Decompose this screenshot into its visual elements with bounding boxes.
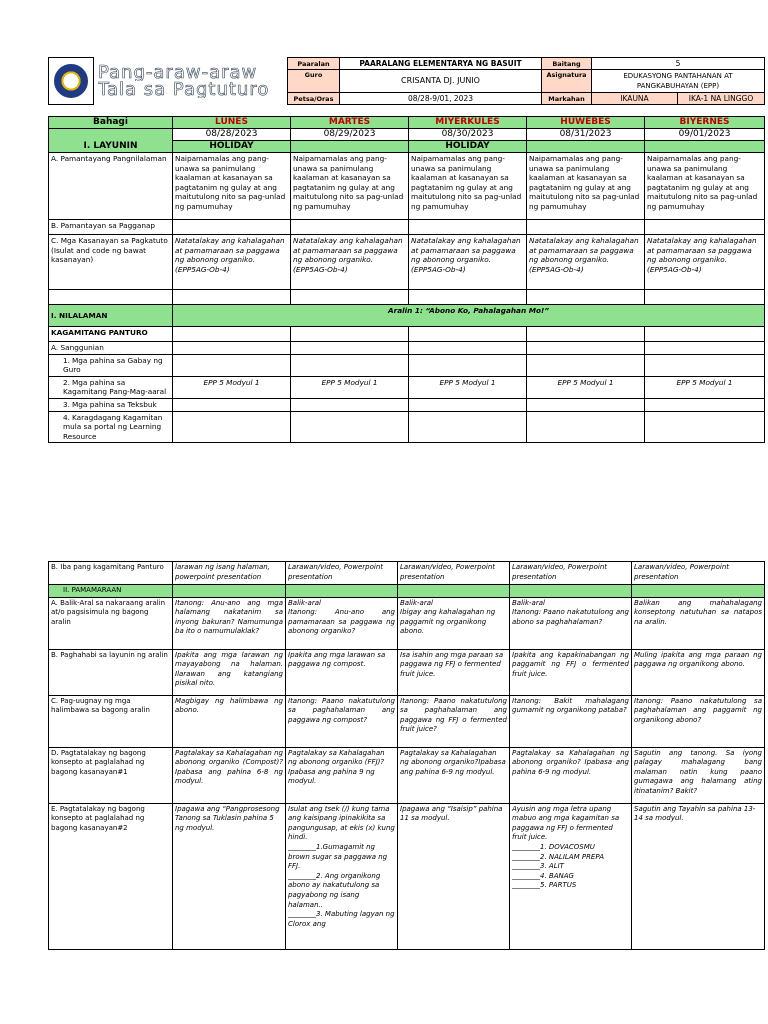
cell-text: Itanong: Anu-ano ang mga halamang nakatanim sa inyong bakuran? Namumunga ba ito o namumulaklak?: [173, 597, 286, 649]
table-row: [49, 747, 765, 803]
empty-cell: [409, 290, 527, 305]
empty-cell: [291, 141, 409, 153]
cell-text: Pagtalakay sa Kahalagahan ng abonong organiko (Compost)? Ipabasa ang pahina 6-8 ng modyul.: [173, 747, 286, 803]
day-name: MARTES: [291, 117, 409, 129]
pamamaraan-row: [49, 585, 765, 598]
header-table-wrap: [48, 57, 764, 107]
cell-text: Muling ipakita ang mga paraan ng paggawa ng organikong abono.: [632, 649, 765, 695]
empty-cell: [173, 290, 291, 305]
empty-cell: [173, 585, 286, 598]
empty-cell: [645, 141, 765, 153]
empty-cell: [527, 141, 645, 153]
day-name: MIYERKULES: [409, 117, 527, 129]
empty-cell: [173, 411, 291, 443]
row-label: B. Iba pang kagamitang Panturo: [49, 562, 173, 585]
table-row: [49, 411, 765, 443]
row-label: A. Sanggunian: [49, 342, 173, 355]
row-label: 4. Karagdagang Kagamitan mula sa portal ng Learning Resource: [49, 411, 173, 443]
cell-text: EPP 5 Modyul 1: [645, 376, 765, 398]
kagamitan-label: KAGAMITANG PANTURO: [49, 327, 173, 342]
day-name: LUNES: [173, 117, 291, 129]
day-name: BIYERNES: [645, 117, 765, 129]
cell-text: Ipakita ang mga larawan sa paggawa ng compost.: [286, 649, 398, 695]
empty-cell: [291, 354, 409, 376]
day-date: 08/30/2023: [409, 129, 527, 141]
empty-cell: [645, 342, 765, 355]
empty-cell: [286, 585, 398, 598]
cell-text: Naipamamalas ang pang-unawa sa panimulang kaalaman at kasanayan sa pagtatanim ng gulay at ang maitutulong nito sa pag-unlad ng pamumuhay: [409, 153, 527, 220]
row-label: 3. Mga pahina sa Teksbuk: [49, 398, 173, 411]
day-name: HUWEBES: [527, 117, 645, 129]
row-label-text: Mga pahina sa Teksbuk: [72, 399, 157, 409]
empty-cell: [645, 290, 765, 305]
cell-text: Sagutin ang Tayahin sa pahina 13-14 sa modyul.: [632, 803, 765, 949]
day-date: 08/31/2023: [527, 129, 645, 141]
empty-cell: [645, 220, 765, 235]
empty-cell: [527, 411, 645, 443]
cell-text: larawan ng isang halaman, powerpoint presentation: [173, 562, 286, 585]
holiday-label: HOLIDAY: [409, 141, 527, 153]
cell-text: Isa isahin ang mga paraan sa paggawa ng FFJ o fermented fruit juice.: [398, 649, 510, 695]
row-label-text: Mga pahina sa Kagamitang Pang-Mag-aaral: [63, 377, 167, 397]
row-label: D. Pagtatalakay ng bagong konsepto at paglalahad ng bagong kasanayan#1: [49, 747, 173, 803]
guro-value: CRISANTA DJ. JUNIO: [340, 70, 542, 93]
petsa-label: Petsa/Oras: [288, 93, 340, 105]
cell-text: EPP 5 Modyul 1: [527, 376, 645, 398]
empty-cell: [409, 354, 527, 376]
day-date: 08/28/2023: [173, 129, 291, 141]
empty-cell: [527, 398, 645, 411]
cell-text: Balik-aral Itanong: Paano nakatutulong ang abono sa paghahalaman?: [510, 597, 632, 649]
deped-seal: [49, 58, 94, 105]
title-line-2: Tala sa Pagtuturo: [98, 81, 270, 98]
day-header-row: [49, 117, 765, 129]
day-date: 09/01/2023: [645, 129, 765, 141]
cell-text: EPP 5 Modyul 1: [291, 376, 409, 398]
cell-text: Natatalakay ang kahalagahan at pamamaraan sa paggawa ng abonong organiko. (EPP5AG-Ob-4): [291, 235, 409, 290]
empty-cell: [645, 398, 765, 411]
empty-cell: [173, 327, 291, 342]
petsa-value: 08/28-9/01, 2023: [340, 93, 542, 105]
empty-cell: [409, 411, 527, 443]
row-label: C. Mga Kasanayan sa Pagkatuto (Isulat and code ng bawat kasanayan): [49, 235, 173, 290]
table-row: [49, 562, 765, 585]
cell-text: Naipamamalas ang pang-unawa sa panimulang kaalaman at kasanayan sa pagtatanim ng gulay at ang maitutulong nito sa pag-unlad ng pamumuhay: [527, 153, 645, 220]
cell-text: Itanong: Bakit mahalagang gumamit ng organikong pataba?: [510, 695, 632, 747]
lesson-table-2: [48, 561, 765, 950]
paaralan-value: PAARALANG ELEMENTARYA NG BASUIT: [340, 58, 542, 70]
table-row: [49, 695, 765, 747]
empty-cell: [409, 220, 527, 235]
nilalaman-label: I. NILALAMAN: [49, 305, 173, 327]
cell-text: Larawan/video, Powerpoint presentation: [398, 562, 510, 585]
row-label: B. Pamantayan sa Pagganap: [49, 220, 173, 235]
empty-cell: [632, 585, 765, 598]
baitang-label: Baitang: [542, 58, 592, 70]
date-row: [49, 129, 765, 141]
cell-text: Pagtalakay sa Kahalagahan ng abonong organiko? Ipabasa ang pahina 6-9 ng modyul.: [510, 747, 632, 803]
empty-cell: [398, 585, 510, 598]
header-table: [48, 57, 765, 105]
cell-text: Itanong: Paano nakatutulong sa paghahalaman ang paggawa ng FFJ o fermented fruit juice?: [398, 695, 510, 747]
pamamaraan-label: II. PAMAMARAAN: [49, 585, 173, 598]
empty-cell: [173, 220, 291, 235]
cell-text: Larawan/video, Powerpoint presentation: [286, 562, 398, 585]
empty-cell: [291, 411, 409, 443]
aralin-title: Aralin 1: “Abono Ko, Pahalagahan Mo!”: [173, 305, 765, 327]
empty-cell: [173, 342, 291, 355]
cell-text: Naipamamalas ang pang-unawa sa panimulang kaalaman at kasanayan sa pagtatanim ng gulay at ang maitutulong nito sa pag-unlad ng pamumuhay: [173, 153, 291, 220]
table-row: [49, 354, 765, 376]
table-row: [49, 235, 765, 290]
empty-cell: [291, 220, 409, 235]
cell-text: Larawan/video, Powerpoint presentation: [632, 562, 765, 585]
cell-text: Ipagawa ang “Pangprosesong Tanong sa Tuklasin pahina 5 ng modyul.: [173, 803, 286, 949]
guro-label: Guro: [288, 70, 340, 93]
table-row: [49, 342, 765, 355]
paaralan-label: Paaralan: [288, 58, 340, 70]
table-part-1-wrap: [48, 116, 764, 443]
empty-cell: [645, 354, 765, 376]
empty-cell: [173, 398, 291, 411]
cell-text: Natatalakay ang kahalagahan at pamamaraan sa paggawa ng abonong organiko. (EPP5AG-Ob-4): [527, 235, 645, 290]
row-label: C. Pag-uugnay ng mga halimbawa sa bagong aralin: [49, 695, 173, 747]
table-row: [49, 153, 765, 220]
cell-text: Natatalakay ang kahalagahan at pamamaraan sa paggawa ng abonong organiko. (EPP5AG-Ob-4): [409, 235, 527, 290]
cell-text: Ipakita ang kapakinabangan ng paggamit ng FFJ o fermented fruit juice.: [510, 649, 632, 695]
row-label: A. Pamantayang Pangnilalaman: [49, 153, 173, 220]
empty-cell: [645, 411, 765, 443]
row-label-text: Karagdagang Kagamitan mula sa portal ng Learning Resource: [63, 412, 163, 441]
title-cell: [94, 58, 288, 105]
table-row: [49, 290, 765, 305]
cell-text: Naipamamalas ang pang-unawa sa panimulang kaalaman at kasanayan sa pagtatanim ng gulay at ang maitutulong nito sa pag-unlad ng pamumuhay: [645, 153, 765, 220]
row-label: 1. Mga pahina sa Gabay ng Guro: [49, 354, 173, 376]
empty-cell: [291, 327, 409, 342]
cell-text: Itanong: Paano nakatutulong sa paghahalaman ang paggamit ng organikong abono?: [632, 695, 765, 747]
empty-cell: [527, 290, 645, 305]
day-date: 08/29/2023: [291, 129, 409, 141]
cell-text: Natatalakay ang kahalagahan at pamamaraan sa paggawa ng abonong organiko. (EPP5AG-Ob-4): [173, 235, 291, 290]
table-part-2-wrap: [48, 561, 764, 950]
cell-text: EPP 5 Modyul 1: [409, 376, 527, 398]
cell-text: Natatalakay ang kahalagahan at pamamaraan sa paggawa ng abonong organiko. (EPP5AG-Ob-4): [645, 235, 765, 290]
cell-text: Ayusin ang mga letra upang mabuo ang mga kagamitan sa paggawa ng FFJ o fermented fruit juice. ________1. DOVACOSMU ________2. NALILAM PREPA ________3. ALIT ________4. BANAG ________5. PARTUS: [510, 803, 632, 949]
table-row: [49, 398, 765, 411]
holiday-label: HOLIDAY: [173, 141, 291, 153]
cell-text: Ipagawa ang “Isaisip” pahina 11 sa modyul.: [398, 803, 510, 949]
row-label: E. Pagtatalakay ng bagong konsepto at paglalahad ng bagong kasanayan#2: [49, 803, 173, 949]
empty-cell: [409, 327, 527, 342]
asignatura-value: EDUKASYONG PANTAHANAN AT PANGKABUHAYAN (EPP): [592, 70, 765, 93]
table-row: [49, 220, 765, 235]
cell-text: Sagutin ang tanong. Sa iyong palagay mahalagang bang malaman natin kung paano gumagawa ang halamang ating itinatanim? Bakit?: [632, 747, 765, 803]
cell-text: Balik-aral Itanong: Anu-ano ang pamamaraan sa paggawa ng abonong organiko?: [286, 597, 398, 649]
empty-cell: [527, 220, 645, 235]
empty-cell: [510, 585, 632, 598]
baitang-value: 5: [592, 58, 765, 70]
layunin-heading: I. LAYUNIN: [49, 129, 173, 153]
asignatura-label: Asignatura: [542, 70, 592, 93]
empty-cell: [173, 354, 291, 376]
cell-text: Isulat ang tsek (/) kung tama ang kaisipang ipinakikita sa pangungusap, at ekis (x) kung hindi. ________1.Gumagamit ng brown sugar sa paggawa ng FFJ. ________2. Ang organikong abono ay nakatutulong sa pagyabong ng isang halaman.. ________3. Mabuting lagyan ng Clorox ang: [286, 803, 398, 949]
table-row: [49, 649, 765, 695]
table-row: [49, 803, 765, 949]
row-label: B. Paghahabi sa layunin ng aralin: [49, 649, 173, 695]
cell-text: Pagtalakay sa Kahalagahan ng abonong organiko (FFJ)? Ipabasa ang pahina 9 ng modyul.: [286, 747, 398, 803]
cell-text: Naipamamalas ang pang-unawa sa panimulang kaalaman at kasanayan sa pagtatanim ng gulay at ang maitutulong nito sa pag-unlad ng pamumuhay: [291, 153, 409, 220]
empty-cell: [527, 327, 645, 342]
table-row: [49, 327, 765, 342]
row-label: 2. Mga pahina sa Kagamitang Pang-Mag-aaral: [49, 376, 173, 398]
empty-cell: [291, 342, 409, 355]
table-row: [49, 376, 765, 398]
empty-cell: [49, 290, 173, 305]
markahan-label: Markahan: [542, 93, 592, 105]
table-row: [49, 597, 765, 649]
row-label: A. Balik-Aral sa nakaraang aralin at/o pagsisimula ng bagong aralin: [49, 597, 173, 649]
nilalaman-row: [49, 305, 765, 327]
cell-text: Balik-aral Ibigay ang kahalagahan ng paggamit ng organikong abono.: [398, 597, 510, 649]
lesson-table-1: [48, 116, 765, 443]
empty-cell: [527, 354, 645, 376]
row-label-text: Mga pahina sa Gabay ng Guro: [63, 355, 163, 375]
cell-text: Balikan ang mahahalagang konseptong natutuhan sa natapos na aralin.: [632, 597, 765, 649]
empty-cell: [409, 398, 527, 411]
cell-text: Itanong: Paano nakatutulong sa paghahalaman ang paggawa ng compost?: [286, 695, 398, 747]
cell-text: Pagtalakay sa Kahalagahan ng abonong organiko?Ipabasa ang pahina 6-9 ng modyul.: [398, 747, 510, 803]
empty-cell: [291, 290, 409, 305]
linggo-value: IKA-1 NA LINGGO: [678, 93, 765, 105]
empty-cell: [527, 342, 645, 355]
empty-cell: [291, 398, 409, 411]
markahan-value: IKAUNA: [592, 93, 678, 105]
cell-text: Ipakita ang mga larawan ng mayayabong na halaman. Ilarawan ang katangiang pisikal nito.: [173, 649, 286, 695]
title-line-1: Pang-araw-araw: [98, 64, 258, 81]
empty-cell: [409, 342, 527, 355]
cell-text: EPP 5 Modyul 1: [173, 376, 291, 398]
bahagi-header: Bahagi: [49, 117, 173, 129]
cell-text: Magbigay ng halimbawa ng abono.: [173, 695, 286, 747]
cell-text: Larawan/video, Powerpoint presentation: [510, 562, 632, 585]
empty-cell: [645, 327, 765, 342]
